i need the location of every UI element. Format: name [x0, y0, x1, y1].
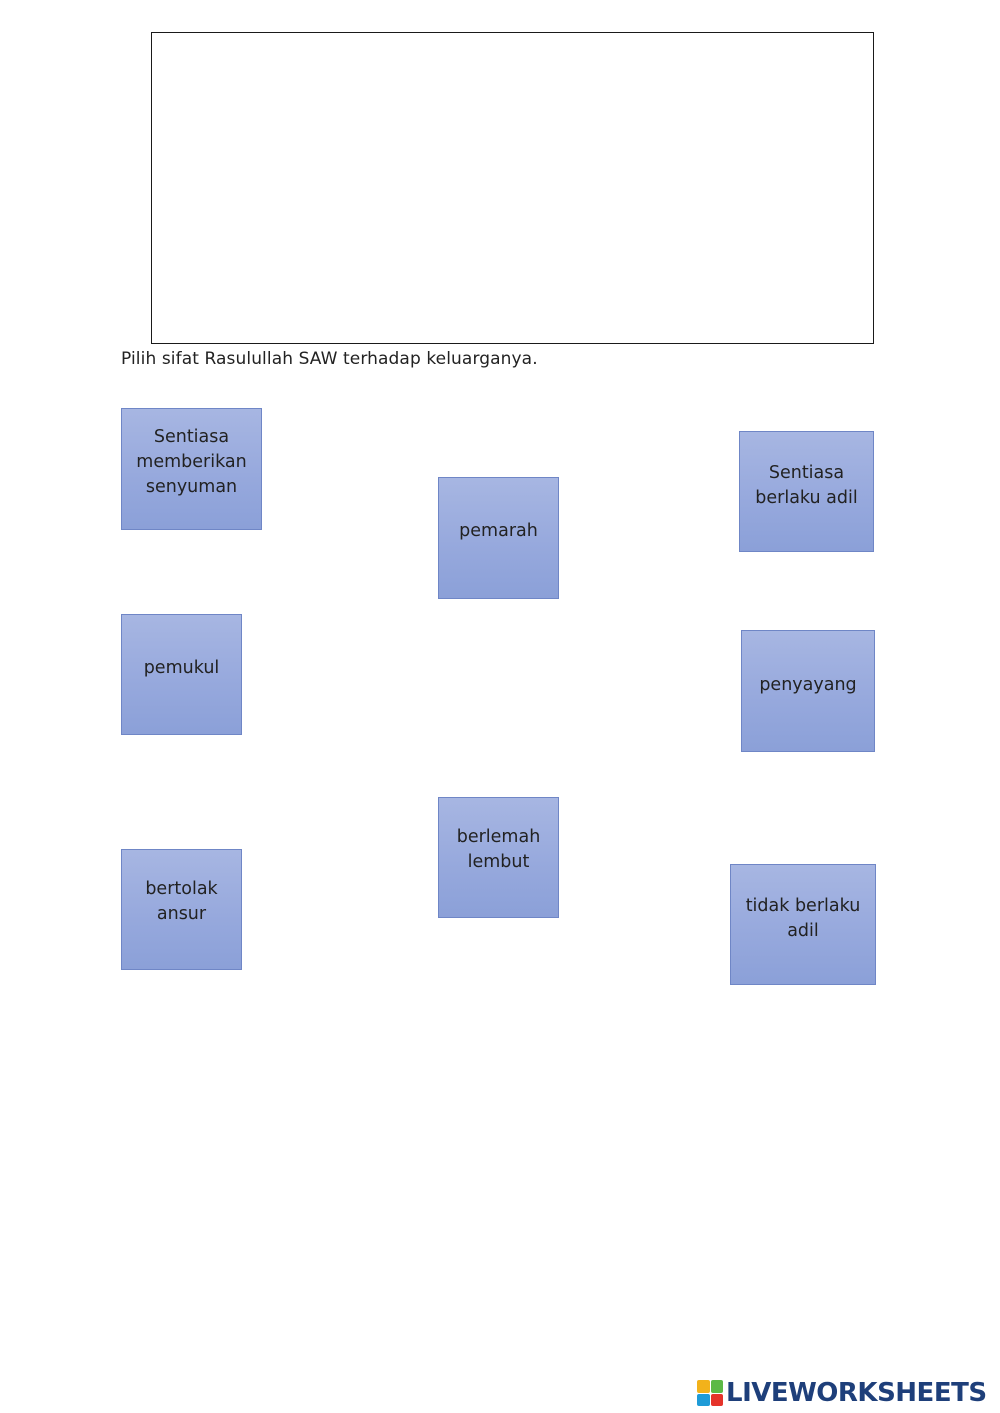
option-card-label: pemukul — [143, 658, 220, 678]
option-card-label: tidak berlaku adil — [745, 896, 861, 941]
liveworksheets-logo-icon — [697, 1380, 723, 1406]
option-card-pemukul[interactable] — [121, 614, 242, 735]
option-card-pemarah[interactable] — [438, 477, 559, 599]
option-card-label: Sentiasa berlaku adil — [755, 463, 858, 508]
option-card-label: penyayang — [759, 675, 857, 695]
image-placeholder-frame — [151, 32, 874, 344]
option-card-sentiasa-berlaku-adil[interactable] — [739, 431, 874, 552]
option-card-sentiasa-memberikan-senyuman[interactable] — [121, 408, 262, 530]
liveworksheets-logo-text: LIVEWORKSHEETS — [726, 1378, 987, 1408]
option-card-label: bertolak ansur — [145, 879, 218, 924]
option-card-penyayang[interactable] — [741, 630, 875, 752]
option-card-label: pemarah — [459, 521, 538, 541]
option-card-berlemah-lembut[interactable] — [438, 797, 559, 918]
instruction-text: Pilih sifat Rasulullah SAW terhadap keluarganya. — [121, 349, 538, 369]
option-card-label: berlemah lembut — [456, 827, 541, 872]
option-card-bertolak-ansur[interactable] — [121, 849, 242, 970]
option-card-label: Sentiasa memberikan senyuman — [136, 427, 247, 497]
liveworksheets-logo — [697, 1378, 987, 1408]
option-card-tidak-berlaku-adil[interactable] — [730, 864, 876, 985]
